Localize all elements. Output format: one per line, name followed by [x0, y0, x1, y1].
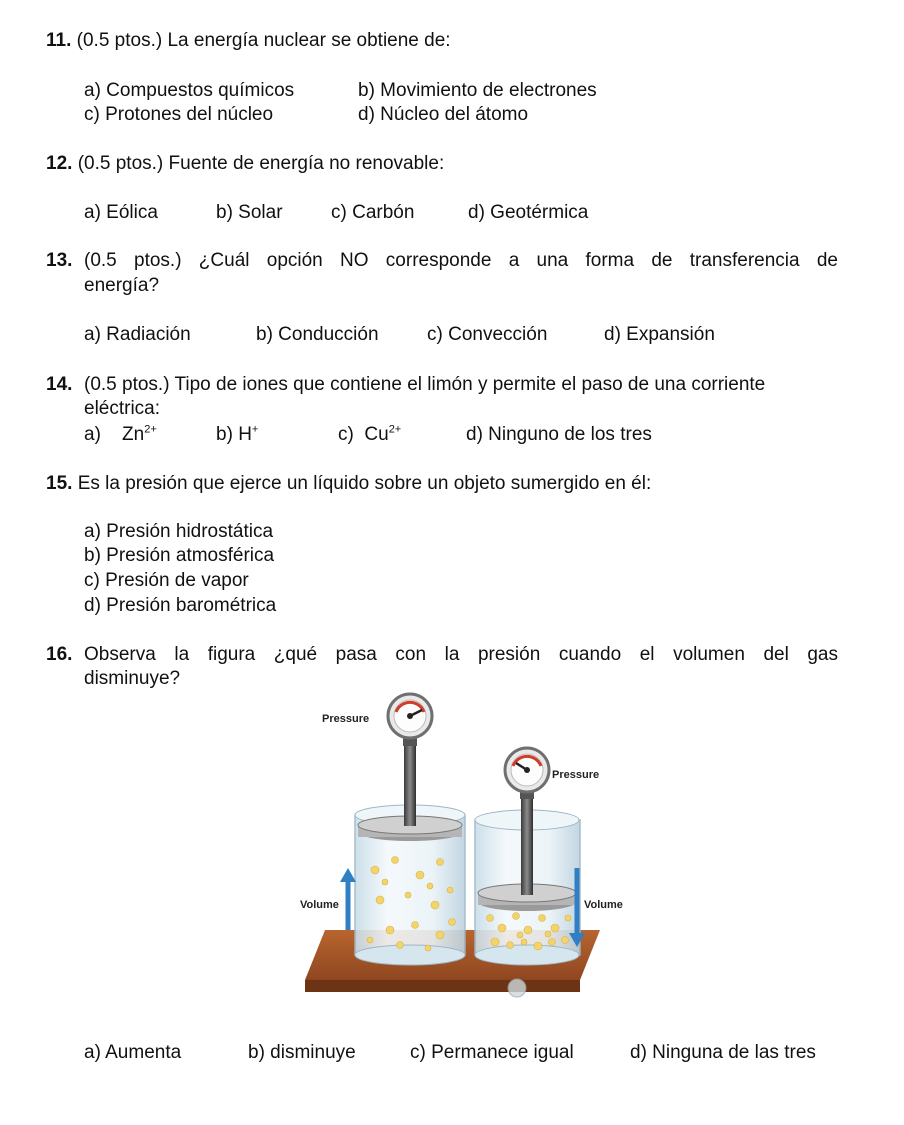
- q14-option-c[interactable]: c) $Cu^{2+}$: [338, 423, 402, 445]
- q15-text: Es la presión que ejerce un líquido sobre un objeto sumergido en él:: [77, 473, 652, 494]
- q15-number: 15.: [46, 473, 73, 494]
- q12-stem: [46, 153, 444, 175]
- q14-option-b[interactable]: b) H+: [216, 423, 259, 445]
- q16-option-c[interactable]: c) Permanece igual: [410, 1042, 574, 1063]
- q11-option-d[interactable]: d) Núcleo del átomo: [358, 104, 529, 125]
- q16-line2: disminuye?: [84, 668, 181, 689]
- pressure-volume-figure: [280, 690, 640, 1020]
- q13-line1: (0.5 ptos.) ¿Cuál opción NO corresponde a una forma de transferencia de: [84, 250, 838, 271]
- q13-option-c[interactable]: c) Convección: [427, 324, 548, 345]
- q16-option-b[interactable]: b) disminuye: [248, 1042, 356, 1063]
- left-pressure-label: Pressure: [322, 713, 370, 725]
- q15-option-d[interactable]: d) Presión barométrica: [84, 595, 277, 616]
- q11-option-c[interactable]: c) Protones del núcleo: [84, 104, 274, 125]
- q14-option-a[interactable]: a) $Zn^{2+}$: [84, 423, 157, 445]
- q16-option-d[interactable]: d) Ninguna de las tres: [630, 1042, 816, 1063]
- q13-option-a[interactable]: a) Radiación: [84, 324, 191, 345]
- left-cylinder: [355, 730, 465, 965]
- q13-line2: energía?: [84, 275, 160, 296]
- q15-option-b[interactable]: b) Presión atmosférica: [84, 545, 275, 566]
- watermark-mark: [508, 979, 526, 997]
- q12-option-b[interactable]: b) Solar: [216, 202, 283, 223]
- q13-number: 13.: [46, 250, 73, 271]
- q13-option-b[interactable]: b) Conducción: [256, 324, 379, 345]
- q15-stem: [46, 473, 651, 495]
- q12-option-d[interactable]: d) Geotérmica: [468, 202, 589, 223]
- q14-line1: (0.5 ptos.) Tipo de iones que contiene el limón y permite el paso de una corriente: [84, 374, 766, 395]
- q15-option-c[interactable]: c) Presión de vapor: [84, 570, 249, 591]
- right-cylinder: [475, 785, 580, 965]
- left-volume-label: Volume: [300, 899, 339, 911]
- volume-up-arrow: [340, 868, 356, 930]
- q11-stem: [46, 30, 451, 52]
- left-pressure-gauge: [388, 694, 432, 746]
- right-volume-label: Volume: [584, 899, 623, 911]
- q12-option-a[interactable]: a) Eólica: [84, 202, 158, 223]
- q12-text: (0.5 ptos.) Fuente de energía no renovable:: [77, 153, 445, 174]
- q11-text: (0.5 ptos.) La energía nuclear se obtiene de:: [76, 30, 451, 51]
- q14-line2: eléctrica:: [84, 398, 161, 419]
- q16-line1: Observa la figura ¿qué pasa con la presión cuando el volumen del gas: [84, 644, 838, 665]
- q15-option-a[interactable]: a) Presión hidrostática: [84, 521, 274, 542]
- q16-option-a[interactable]: a) Aumenta: [84, 1042, 182, 1063]
- q11-option-b[interactable]: b) Movimiento de electrones: [358, 80, 597, 101]
- q12-option-c[interactable]: c) Carbón: [331, 202, 415, 223]
- q11-number: 11.: [46, 30, 72, 51]
- q11-option-a[interactable]: a) Compuestos químicos: [84, 80, 295, 101]
- board-edge: [305, 980, 580, 992]
- q12-number: 12.: [46, 153, 73, 174]
- right-pressure-label: Pressure: [552, 769, 600, 781]
- q16-number: 16.: [46, 644, 73, 665]
- q14-number: 14.: [46, 374, 73, 395]
- right-pressure-gauge: [505, 748, 549, 799]
- q14-option-d[interactable]: d) Ninguno de los tres: [466, 424, 652, 445]
- q13-option-d[interactable]: d) Expansión: [604, 324, 715, 345]
